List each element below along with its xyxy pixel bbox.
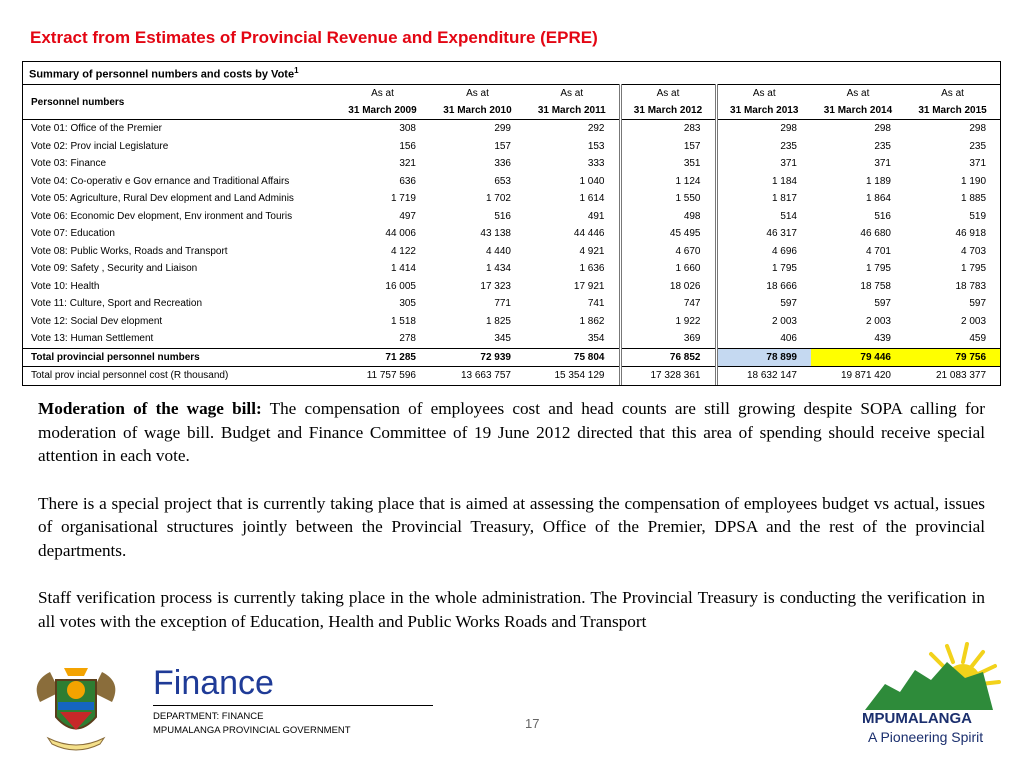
table-cell: 2 003 (716, 313, 811, 331)
table-cell: 4 701 (865, 245, 891, 257)
table-cell: 597 (874, 298, 891, 310)
col-header-top: As at (466, 88, 489, 99)
table-cell: 1 795 (716, 260, 811, 278)
paragraph-heading: Moderation of the wage bill: (38, 399, 262, 418)
table-row (23, 243, 1000, 261)
table-cell: 46 680 (860, 228, 891, 240)
coat-of-arms-icon (20, 662, 132, 754)
logo-title: MPUMALANGA (862, 710, 972, 727)
table-cell: 333 (587, 158, 605, 170)
table-cell: 1 795 (865, 263, 891, 275)
paragraph-wage-bill (38, 397, 985, 468)
table-row (23, 173, 1000, 191)
table-cell: 44 006 (385, 228, 416, 240)
col-header-top: As at (846, 88, 870, 99)
table-cell: 43 138 (480, 228, 511, 240)
table-cell: 4 921 (579, 245, 605, 257)
table-cell: 1 660 (620, 260, 716, 278)
table-cell: 18 783 (955, 280, 987, 292)
table-cell: 235 (716, 138, 811, 156)
table-cell: 298 (874, 123, 891, 135)
table-cell-highlight-yellow: 79 446 (811, 348, 905, 367)
total-cost-row (23, 367, 1000, 385)
table-cell: 514 (716, 208, 811, 226)
table-cell: 4 440 (485, 245, 511, 257)
col-header-top: As at (716, 85, 811, 103)
table-cell: 72 939 (430, 348, 525, 367)
table-cell: 298 (716, 120, 811, 138)
table-row (23, 330, 1000, 348)
table-cell: 283 (620, 120, 716, 138)
col-header-top: As at (371, 88, 394, 99)
table-cell: 369 (620, 330, 716, 348)
vote-label: Vote 05: Agriculture, Rural Dev elopment and Land Adminis (31, 193, 294, 205)
vote-label: Vote 12: Social Dev elopment (31, 315, 163, 327)
table-cell: 1 518 (390, 315, 416, 327)
vote-label: Vote 09: Safety , Security and Liaison (31, 263, 198, 275)
table-cell: 44 446 (573, 228, 605, 240)
table-cell: 491 (587, 210, 605, 222)
col-header-date: 31 March 2012 (620, 102, 716, 120)
page-number: 17 (525, 716, 540, 731)
table-cell: 16 005 (385, 280, 416, 292)
table-cell: 771 (494, 298, 511, 310)
logo-subtitle: A Pioneering Spirit (868, 729, 984, 745)
table-cell: 157 (620, 138, 716, 156)
table-cell: 1 702 (485, 193, 511, 205)
vote-label: Vote 02: Prov incial Legislature (31, 140, 169, 152)
table-cell: 345 (494, 333, 511, 345)
table-cell: 636 (399, 175, 416, 187)
table-cell: 371 (969, 158, 987, 170)
table-cell: 235 (874, 140, 891, 152)
table-cell: 11 757 596 (366, 370, 416, 382)
table-cell: 351 (620, 155, 716, 173)
table-cell: 71 285 (335, 348, 430, 367)
table-cell: 1 719 (390, 193, 416, 205)
table-cell: 516 (494, 210, 511, 222)
paragraph-text: The compensation of employees cost and head counts are still growing despite SOPA calling for moderation of wage bill. Budget and Finance Committee of 19 June 2012 directed that this area of spending should receive special attention in each vote. (38, 399, 985, 465)
table-cell: 597 (969, 298, 987, 310)
department-line-2: MPUMALANGA PROVINCIAL GOVERNMENT (153, 725, 351, 736)
table-row (23, 313, 1000, 331)
table-cell: 1 550 (620, 190, 716, 208)
table-cell-highlight-blue: 78 899 (716, 348, 811, 367)
table-cell: 516 (874, 210, 891, 222)
table-cell: 46 317 (716, 225, 811, 243)
table-cell: 4 703 (961, 245, 987, 257)
table-cell: 1 189 (865, 175, 891, 187)
table-cell: 1 434 (485, 263, 511, 275)
table-row (23, 260, 1000, 278)
table-cell: 18 666 (716, 278, 811, 296)
table-cell: 1 614 (579, 193, 605, 205)
table-cell: 18 026 (620, 278, 716, 296)
vote-label: Vote 06: Economic Dev elopment, Env ironment and Touris (31, 210, 293, 222)
personnel-table (22, 61, 1001, 386)
table-cell: 4 122 (390, 245, 416, 257)
vote-label: Vote 01: Office of the Premier (31, 123, 162, 135)
total-personnel-row (23, 348, 1000, 367)
department-label (153, 710, 351, 738)
table-cell: 305 (399, 298, 416, 310)
table-cell: 1 825 (485, 315, 511, 327)
table-caption-text: Summary of personnel numbers and costs by Vote (29, 68, 295, 81)
finance-underline (153, 705, 433, 706)
table-cell: 13 663 757 (460, 370, 511, 382)
table-cell: 1 190 (961, 175, 987, 187)
table-cell: 747 (620, 295, 716, 313)
table-row (23, 295, 1000, 313)
table-cell: 2 003 (961, 315, 987, 327)
table-cell: 18 758 (860, 280, 891, 292)
table-cell: 45 495 (620, 225, 716, 243)
table-cell: 1 184 (716, 173, 811, 191)
table-cell: 439 (874, 333, 891, 345)
vote-label: Vote 04: Co-operativ e Gov ernance and Traditional Affairs (31, 175, 290, 187)
table-cell-highlight-yellow: 79 756 (905, 348, 1000, 367)
vote-label: Vote 03: Finance (31, 158, 107, 170)
col-header-top: As at (620, 85, 716, 103)
total-cost-label: Total prov incial personnel cost (R thousand) (31, 370, 229, 382)
table-cell: 308 (399, 123, 416, 135)
table-cell: 75 804 (525, 348, 620, 367)
table-cell: 1 864 (865, 193, 891, 205)
page-title: Extract from Estimates of Provincial Revenue and Expenditure (EPRE) (30, 28, 598, 47)
table-cell: 1 636 (579, 263, 605, 275)
col-header-date: 31 March 2013 (716, 102, 811, 120)
table-cell: 1 817 (716, 190, 811, 208)
table-cell: 406 (716, 330, 811, 348)
col-header-top: As at (941, 88, 964, 99)
table-cell: 371 (874, 158, 891, 170)
table-cell: 278 (399, 333, 416, 345)
table-cell: 4 670 (620, 243, 716, 261)
table-cell: 2 003 (865, 315, 891, 327)
table-row (23, 278, 1000, 296)
table-cell: 17 323 (480, 280, 511, 292)
table-cell: 19 871 420 (840, 370, 891, 382)
table-caption (23, 62, 1000, 85)
table-cell: 1 795 (961, 263, 987, 275)
vote-label: Vote 08: Public Works, Roads and Transport (31, 245, 228, 257)
table-cell: 15 354 129 (554, 370, 605, 382)
col-header-top: As at (560, 88, 584, 99)
table-cell: 18 632 147 (716, 367, 811, 385)
table-cell: 653 (494, 175, 511, 187)
table-cell: 298 (969, 123, 987, 135)
table-cell: 741 (587, 298, 605, 310)
caption-footnote: 1 (294, 65, 299, 75)
table-cell: 459 (969, 333, 987, 345)
table-cell: 371 (716, 155, 811, 173)
table-cell: 519 (969, 210, 987, 222)
total-label: Total provincial personnel numbers (23, 348, 335, 367)
body-text (38, 397, 985, 657)
table-cell: 336 (494, 158, 511, 170)
col-header-date: 31 March 2011 (525, 102, 620, 120)
table-cell: 153 (587, 140, 605, 152)
table-cell: 157 (494, 140, 511, 152)
table-cell: 46 918 (955, 228, 987, 240)
table-cell: 497 (399, 210, 416, 222)
col-header-date: 31 March 2009 (335, 102, 430, 120)
col-header-date: 31 March 2015 (905, 102, 1000, 120)
vote-label: Vote 10: Health (31, 280, 100, 292)
table-cell: 156 (399, 140, 416, 152)
table-cell: 76 852 (620, 348, 716, 367)
table-cell: 1 922 (620, 313, 716, 331)
vote-label: Vote 11: Culture, Sport and Recreation (31, 298, 203, 310)
table-cell: 1 885 (961, 193, 987, 205)
department-line-1: DEPARTMENT: FINANCE (153, 711, 264, 722)
col-header-date: 31 March 2010 (430, 102, 525, 120)
table-cell: 498 (620, 208, 716, 226)
table-row (23, 138, 1000, 156)
table-row (23, 225, 1000, 243)
table-row (23, 190, 1000, 208)
table-cell: 299 (494, 123, 511, 135)
table-row (23, 208, 1000, 226)
table-cell: 292 (587, 123, 605, 135)
vote-label: Vote 07: Education (31, 228, 115, 240)
vote-label: Vote 13: Human Settlement (31, 333, 154, 345)
col-header-date: 31 March 2014 (811, 102, 905, 120)
table-cell: 1 862 (579, 315, 605, 327)
table-cell: 354 (587, 333, 605, 345)
table-cell: 321 (399, 158, 416, 170)
table-cell: 235 (969, 140, 987, 152)
table-cell: 597 (716, 295, 811, 313)
table-cell: 4 696 (716, 243, 811, 261)
table-cell: 17 921 (573, 280, 605, 292)
table-row (23, 120, 1000, 138)
table-cell: 1 414 (390, 263, 416, 275)
table-cell: 1 040 (579, 175, 605, 187)
table-cell: 1 124 (620, 173, 716, 191)
paragraph-special-project: There is a special project that is currently taking place that is aimed at assessing the compensation of employees budget vs actual, issues of organisational structures jointly between the Provincial Treasury, Office of the Premier, DPSA and the rest of the provincial departments. (38, 493, 985, 560)
table-cell: 21 083 377 (935, 370, 987, 382)
row-header-label: Personnel numbers (23, 85, 335, 120)
table-row (23, 155, 1000, 173)
paragraph-staff-verification: Staff verification process is currently taking place in the whole administration. The Provincial Treasury is conducting the verification in all votes with the exception of Education, Health and Public Works Roads and Transport (38, 588, 985, 631)
finance-heading: Finance (153, 664, 274, 702)
table-cell: 17 328 361 (620, 367, 716, 385)
